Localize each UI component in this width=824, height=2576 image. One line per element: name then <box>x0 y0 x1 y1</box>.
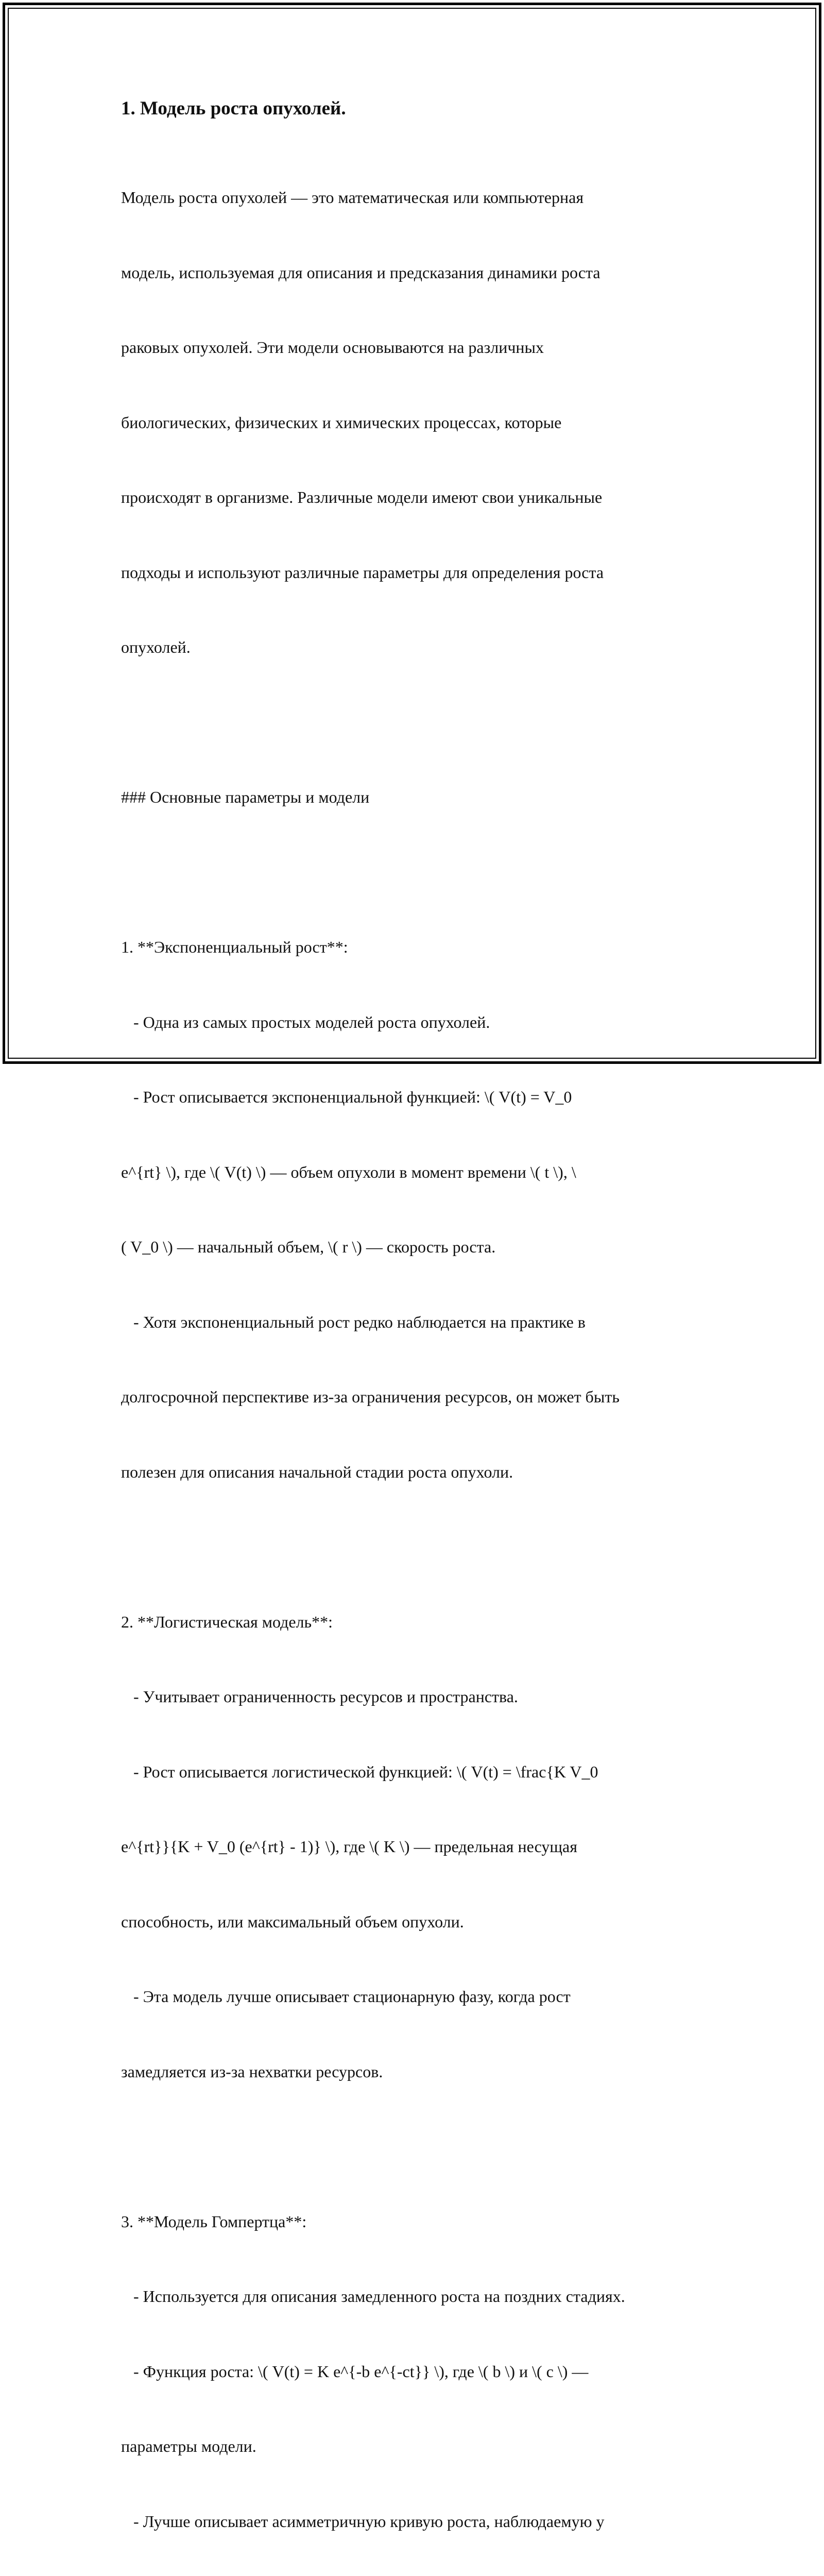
document-page <box>121 96 729 2576</box>
text-line: опухолей. <box>121 638 191 656</box>
text-line: способность, или максимальный объем опухоли. <box>121 1912 464 1931</box>
text-line: - Учитывает ограниченность ресурсов и пространства. <box>121 1687 518 1706</box>
list-item-heading: 2. **Логистическая модель**: <box>121 1612 333 1631</box>
text-line: - Хотя экспоненциальный рост редко наблюдается на практике в <box>121 1312 586 1331</box>
text-line: - Лучше описывает асимметричную кривую роста, наблюдаемую у <box>121 2512 605 2531</box>
text-line: - Эта модель лучше описывает стационарную фазу, когда рост <box>121 1987 571 2006</box>
list-item-heading: 3. **Модель Гомпертца**: <box>121 2212 307 2231</box>
text-line <box>121 1534 729 1560</box>
text-line: - Функция роста: \( V(t) = K e^{-b e^{-ct}} \), где \( b \) и \( c \) — <box>121 2362 589 2381</box>
text-line: e^{rt}}{K + V_0 (e^{rt} - 1)} \), где \( K \) — предельная несущая <box>121 1837 577 1856</box>
text-line: - Рост описывается логистической функцией: \( V(t) = \frac{K V_0 <box>121 1762 598 1781</box>
list-item-heading: 1. **Экспоненциальный рост**: <box>121 938 348 956</box>
text-line: модель, используемая для описания и предсказания динамики роста <box>121 263 600 282</box>
text-line: ( V_0 \) — начальный объем, \( r \) — скорость роста. <box>121 1238 496 1256</box>
text-line: - Используется для описания замедленного роста на поздних стадиях. <box>121 2287 625 2306</box>
text-line <box>121 710 729 735</box>
text-line: - Рост описывается экспоненциальной функцией: \( V(t) = V_0 <box>121 1088 572 1106</box>
text-line <box>121 2134 729 2159</box>
text-line: происходят в организме. Различные модели имеют свои уникальные <box>121 488 603 506</box>
text-line: полезен для описания начальной стадии роста опухоли. <box>121 1462 513 1481</box>
text-line: e^{rt} \), где \( V(t) \) — объем опухоли в момент времени \( t \), \ <box>121 1162 576 1181</box>
text-line <box>121 860 729 885</box>
text-line: параметры модели. <box>121 2437 256 2455</box>
text-line: Модель роста опухолей — это математическая или компьютерная <box>121 188 584 207</box>
section-heading: ### Основные параметры и модели <box>121 788 370 806</box>
text-line: замедляется из-за нехватки ресурсов. <box>121 2062 383 2081</box>
text-line: подходы и используют различные параметры для определения роста <box>121 563 604 582</box>
text-line: - Одна из самых простых моделей роста опухолей. <box>121 1012 490 1031</box>
text-line: биологических, физических и химических процессах, которые <box>121 413 562 432</box>
text-line: долгосрочной перспективе из-за ограничения ресурсов, он может быть <box>121 1387 620 1406</box>
text-line: раковых опухолей. Эти модели основываются на различных <box>121 338 544 357</box>
document-title: 1. Модель роста опухолей. <box>121 98 346 119</box>
document-body <box>121 135 729 2576</box>
